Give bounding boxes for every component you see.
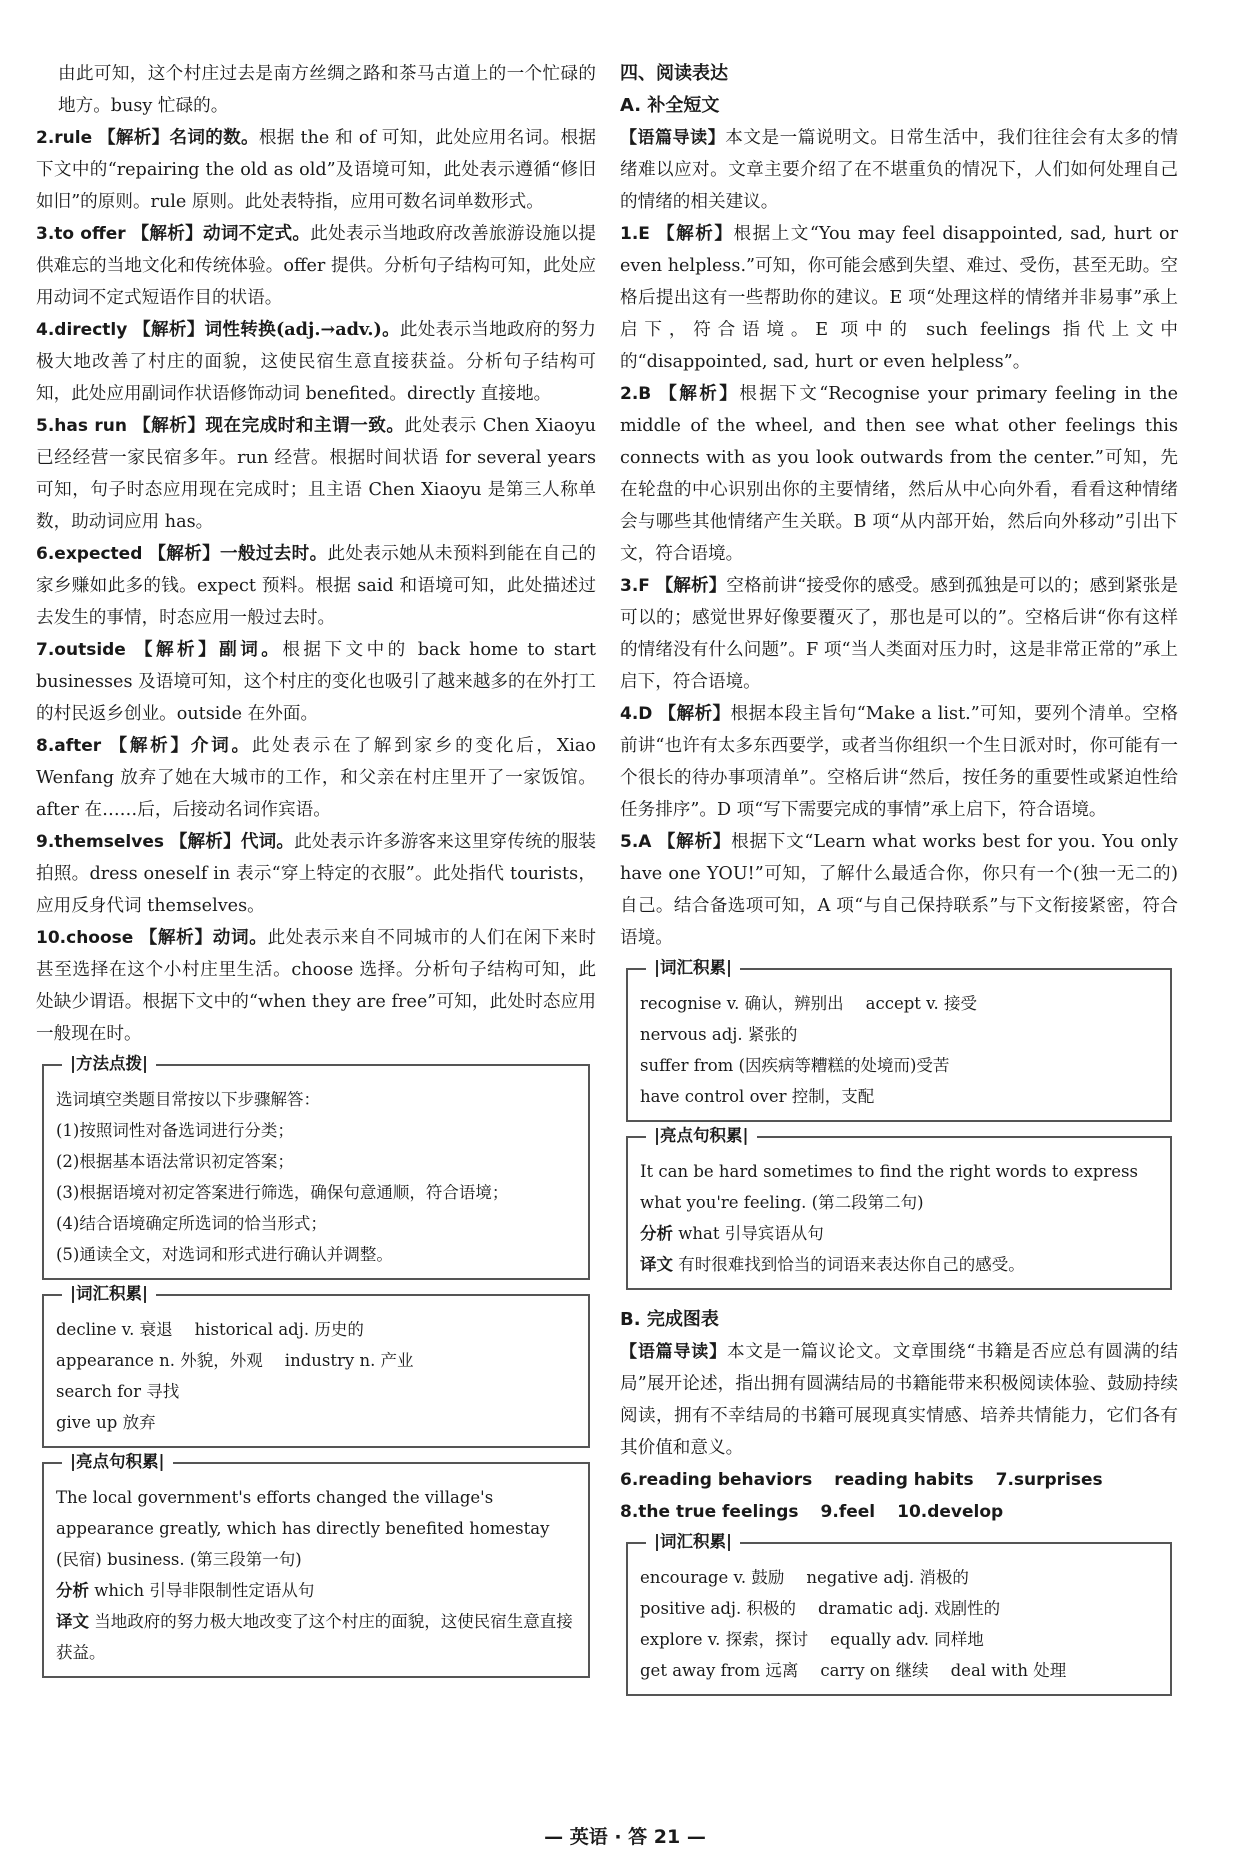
answer-key: 5.A (620, 832, 652, 852)
right-answer-list (620, 218, 1178, 954)
sentence-left-analysis (56, 1575, 576, 1606)
vocab-entry: get away from 远离 (640, 1661, 799, 1680)
short-answer: 7.surprises (995, 1470, 1103, 1490)
vocab-row (640, 1624, 1158, 1655)
analysis-tag: 【解析】 (659, 383, 740, 404)
vocab-row (640, 1593, 1158, 1624)
answer-explanation: 根据上文“You may feel disappointed, sad, hurt or even helpless.”可知，你可能会感到失望、难过、受伤，甚至无助。空格后提出这有一些帮助你的建议。E 项“处理这样的情绪并非易事”承上启下，符合语境。E 项中的 such feelings 指代上文中的“disappointed, sad, hurt or even helpless”。 (620, 224, 1178, 372)
short-answer: reading habits (834, 1470, 974, 1490)
answer-explanation: 此处表示许多游客来这里穿传统的服装拍照。dress oneself in 表示“穿上特定的衣服”。此处指代 tourists，应用反身代词 themselves。 (36, 832, 596, 916)
vocab-entry: carry on 继续 (820, 1661, 929, 1680)
sentence-a-analysis (640, 1218, 1158, 1249)
translation-label: 译文 (56, 1612, 89, 1631)
vocab-entry: accept v. 接受 (865, 994, 977, 1013)
answer-item (620, 698, 1178, 826)
vocab-a-rows (640, 988, 1158, 1112)
short-answers (620, 1464, 1178, 1528)
lead-text-a: 本文是一篇说明文。日常生活中，我们往往会有太多的情绪难以应对。文章主要介绍了在不堪重负的情况下，人们如何处理自己的情绪的相关建议。 (620, 128, 1178, 212)
short-answer: 10.develop (897, 1502, 1004, 1522)
answer-key: 9.themselves (36, 832, 164, 852)
method-box-title: | 方法点拨 | (62, 1052, 156, 1076)
vocab-row (640, 988, 1158, 1050)
translation-text: 有时很难找到恰当的词语来表达你自己的感受。 (678, 1255, 1025, 1274)
answer-item (36, 122, 596, 218)
vocab-entry: search for 寻找 (56, 1382, 180, 1401)
answer-explanation: 此处表示来自不同城市的人们在闲下来时甚至选择在这个小村庄里生活。choose 选择。分析句子结构可知，此处缺少谓语。根据下文中的“when they are free”可知，此处时态应用一般现在时。 (36, 928, 596, 1044)
answer-key: 4.directly (36, 320, 128, 340)
part-b-lead (620, 1336, 1178, 1464)
analysis-tag: 【解析】 (657, 223, 734, 244)
sentence-box-left (42, 1452, 590, 1678)
left-column (36, 58, 596, 1682)
vocab-entry: deal with 处理 (950, 1661, 1067, 1680)
right-column (620, 58, 1178, 1700)
vocab-entry: equally adv. 同样地 (830, 1630, 984, 1649)
sentence-left-translation (56, 1606, 576, 1668)
short-answer: 8.the true feelings (620, 1502, 799, 1522)
vocab-row (640, 1081, 1158, 1112)
answer-key: 1.E (620, 224, 650, 244)
answer-item (36, 922, 596, 1050)
analysis-tag: 【解析】 (657, 831, 732, 852)
vocab-box-b (626, 1532, 1172, 1696)
vocab-box-a (626, 958, 1172, 1122)
sentence-box-a (626, 1126, 1172, 1290)
answer-key: 2.rule (36, 128, 93, 148)
analysis-tag: 【解析】动词。 (139, 927, 268, 948)
vocab-left-rows (56, 1314, 576, 1438)
vocab-entry: decline v. 衰退 (56, 1320, 173, 1339)
answer-key: 5.has run (36, 416, 127, 436)
lead-tag-b: 【语篇导读】 (620, 1342, 727, 1362)
sentence-box-a-title: | 亮点句积累 | (646, 1124, 757, 1148)
answer-item (620, 826, 1178, 954)
left-answer-list (36, 122, 596, 1050)
answer-item (36, 634, 596, 730)
sentence-left-text: The local government's efforts changed the village's appearance greatly, which has directly benefited homestay (民宿) business. (第三段第一句) (56, 1488, 550, 1569)
vocab-box-b-title: | 词汇积累 | (646, 1530, 740, 1554)
vocab-entry: dramatic adj. 戏剧性的 (818, 1599, 1001, 1618)
vocab-entry: negative adj. 消极的 (806, 1568, 969, 1587)
answer-item (36, 314, 596, 410)
analysis-tag: 【解析】词性转换(adj.→adv.)。 (133, 319, 400, 340)
vocab-row (56, 1345, 576, 1407)
method-box (42, 1054, 590, 1280)
vocab-b-rows (640, 1562, 1158, 1686)
answer-key: 3.to offer (36, 224, 126, 244)
vocab-row (640, 1655, 1158, 1686)
vocab-row (56, 1314, 576, 1345)
lead-text-b: 本文是一篇议论文。文章围绕“书籍是否应总有圆满的结局”展开论述，指出拥有圆满结局的书籍能带来积极阅读体验、鼓励持续阅读，拥有不幸结局的书籍可展现真实情感、培养共情能力，它们各有其价值和意义。 (620, 1342, 1179, 1458)
answer-explanation: 此处表示当地政府的努力极大地改善了村庄的面貌，这使民宿生意直接获益。分析句子结构可知，此处应用副词作状语修饰动词 benefited。directly 直接地。 (36, 320, 596, 404)
left-intro: 由此可知，这个村庄过去是南方丝绸之路和茶马古道上的一个忙碌的地方。busy 忙碌的。 (58, 64, 596, 116)
answer-explanation: 根据下文“Learn what works best for you. You only have one YOU!”可知，了解什么最适合你，你只有一个(独一无二的)自己。结合备选项可知，A 项“与自己保持联系”与下文衔接紧密，符合语境。 (620, 832, 1178, 948)
analysis-text: which 引导非限制性定语从句 (94, 1581, 315, 1600)
answer-explanation: 此处表示在了解到家乡的变化后，Xiao Wenfang 放弃了她在大城市的工作，和父亲在村庄里开了一家饭馆。after 在……后，后接动名词作宾语。 (36, 736, 596, 820)
answer-item (620, 378, 1178, 570)
vocab-box-left-title: | 词汇积累 | (62, 1282, 156, 1306)
vocab-entry: appearance n. 外貌，外观 (56, 1351, 263, 1370)
analysis-tag: 【解析】现在完成时和主谓一致。 (133, 415, 405, 436)
answer-explanation: 根据 the 和 of 可知，此处应用名词。根据下文中的“repairing the old as old”及语境可知，此处表示遵循“修旧如旧”的原则。rule 原则。此处表特指，应用可数名词单数形式。 (36, 128, 596, 212)
method-line: (5)通读全文，对选词和形式进行确认并调整。 (56, 1245, 393, 1264)
section-title: 四、阅读表达 (620, 63, 728, 84)
short-answer: 6.reading behaviors (620, 1470, 813, 1490)
answer-explanation: 根据下文中的 back home to start businesses 及语境可知，这个村庄的变化也吸引了越来越多的在外打工的村民返乡创业。outside 在外面。 (36, 640, 596, 724)
vocab-entry: explore v. 探索，探讨 (640, 1630, 809, 1649)
vocab-entry: suffer from (因疾病等糟糕的处境而)受苦 (640, 1056, 950, 1075)
answer-item (620, 218, 1178, 378)
method-line: 选词填空类题目常按以下步骤解答： (56, 1090, 320, 1109)
analysis-tag: 【解析】一般过去时。 (148, 543, 328, 564)
analysis-tag: 【解析】代词。 (169, 831, 295, 852)
short-answer: 9.feel (820, 1502, 876, 1522)
answer-key: 3.F (620, 576, 650, 596)
method-line: (4)结合语境确定所选词的恰当形式； (56, 1214, 327, 1233)
answer-item (36, 410, 596, 538)
answer-explanation: 根据本段主旨句“Make a list.”可知，要列个清单。空格前讲“也许有太多东西要学，或者当你组织一个生日派对时，你可能有一个很长的待办事项清单”。空格后讲“然后，按任务的重要性或紧迫性给任务排序”。D 项“写下需要完成的事情”承上启下，符合语境。 (620, 704, 1178, 820)
analysis-tag: 【解析】 (655, 575, 727, 596)
vocab-entry: positive adj. 积极的 (640, 1599, 796, 1618)
answer-explanation: 根据下文“Recognise your primary feeling in the middle of the wheel, and then see what other feelings this connects with as you look outwards from the center.”可知，先在轮盘的中心识别出你的主要情绪，然后从中心向外看，看看这种情绪会与哪些其他情绪产生关联。B 项“从内部开始，然后向外移动”引出下文，符合语境。 (620, 384, 1178, 564)
answer-key: 2.B (620, 384, 652, 404)
vocab-row (640, 1050, 1158, 1081)
analysis-tag: 【解析】名词的数。 (98, 127, 259, 148)
answer-explanation: 此处表示 Chen Xiaoyu 已经经营一家民宿多年。run 经营。根据时间状语 for several years 可知，句子时态应用现在完成时；且主语 Chen Xiaoyu 是第三人称单数，助动词应用 has。 (36, 416, 596, 532)
vocab-entry: have control over 控制，支配 (640, 1087, 875, 1106)
answer-key: 10.choose (36, 928, 134, 948)
vocab-entry: recognise v. 确认，辨别出 (640, 994, 844, 1013)
answer-item (36, 730, 596, 826)
part-a-lead (620, 122, 1178, 218)
analysis-tag: 【解析】动词不定式。 (131, 223, 311, 244)
method-line: (3)根据语境对初定答案进行筛选，确保句意通顺，符合语境； (56, 1183, 509, 1202)
vocab-box-a-title: | 词汇积累 | (646, 956, 740, 980)
short-answer-row (620, 1464, 1178, 1496)
page-footer: — 英语 · 答 21 — (544, 1826, 706, 1848)
vocab-entry: historical adj. 历史的 (194, 1320, 364, 1339)
part-a-title: A. 补全短文 (620, 95, 720, 116)
translation-text: 当地政府的努力极大地改变了这个村庄的面貌，这使民宿生意直接获益。 (56, 1612, 573, 1662)
vocab-entry: industry n. 产业 (284, 1351, 414, 1370)
answer-explanation: 此处表示她从未预料到能在自己的家乡赚如此多的钱。expect 预料。根据 said 和语境可知，此处描述过去发生的事情，时态应用一般过去时。 (36, 544, 596, 628)
answer-item (36, 218, 596, 314)
method-lines (56, 1084, 576, 1270)
vocab-box-left (42, 1284, 590, 1448)
method-line: (1)按照词性对备选词进行分类； (56, 1121, 294, 1140)
method-line: (2)根据基本语法常识初定答案； (56, 1152, 294, 1171)
analysis-tag: 【解析】副词。 (134, 639, 283, 660)
answer-item (36, 826, 596, 922)
lead-tag-a: 【语篇导读】 (620, 128, 726, 148)
answer-key: 6.expected (36, 544, 143, 564)
vocab-entry: nervous adj. 紧张的 (640, 1025, 798, 1044)
analysis-tag: 【解析】介词。 (109, 735, 252, 756)
sentence-a-text: It can be hard sometimes to find the right words to express what you're feeling. (第二段第二句) (640, 1162, 1138, 1212)
answer-key: 4.D (620, 704, 653, 724)
answer-item (36, 538, 596, 634)
answer-explanation: 此处表示当地政府改善旅游设施以提供难忘的当地文化和传统体验。offer 提供。分析句子结构可知，此处应用动词不定式短语作目的状语。 (36, 224, 596, 308)
translation-label: 译文 (640, 1255, 673, 1274)
sentence-box-left-title: | 亮点句积累 | (62, 1450, 173, 1474)
answer-key: 8.after (36, 736, 102, 756)
short-answer-row (620, 1496, 1178, 1528)
vocab-row (640, 1562, 1158, 1593)
vocab-row (56, 1407, 576, 1438)
analysis-label: 分析 (56, 1581, 89, 1600)
answer-item (620, 570, 1178, 698)
analysis-text: what 引导宾语从句 (678, 1224, 824, 1243)
sentence-a-translation (640, 1249, 1158, 1280)
answer-explanation: 空格前讲“接受你的感受。感到孤独是可以的；感到紧张是可以的；感觉世界好像要覆灭了，那也是可以的”。空格后讲“你有这样的情绪没有什么问题”。F 项“当人类面对压力时，这是非常正常的”承上启下，符合语境。 (620, 576, 1178, 692)
answer-key: 7.outside (36, 640, 126, 660)
analysis-tag: 【解析】 (658, 703, 731, 724)
vocab-entry: encourage v. 鼓励 (640, 1568, 785, 1587)
vocab-entry: give up 放弃 (56, 1413, 156, 1432)
part-b-title: B. 完成图表 (620, 1309, 719, 1330)
analysis-label: 分析 (640, 1224, 673, 1243)
